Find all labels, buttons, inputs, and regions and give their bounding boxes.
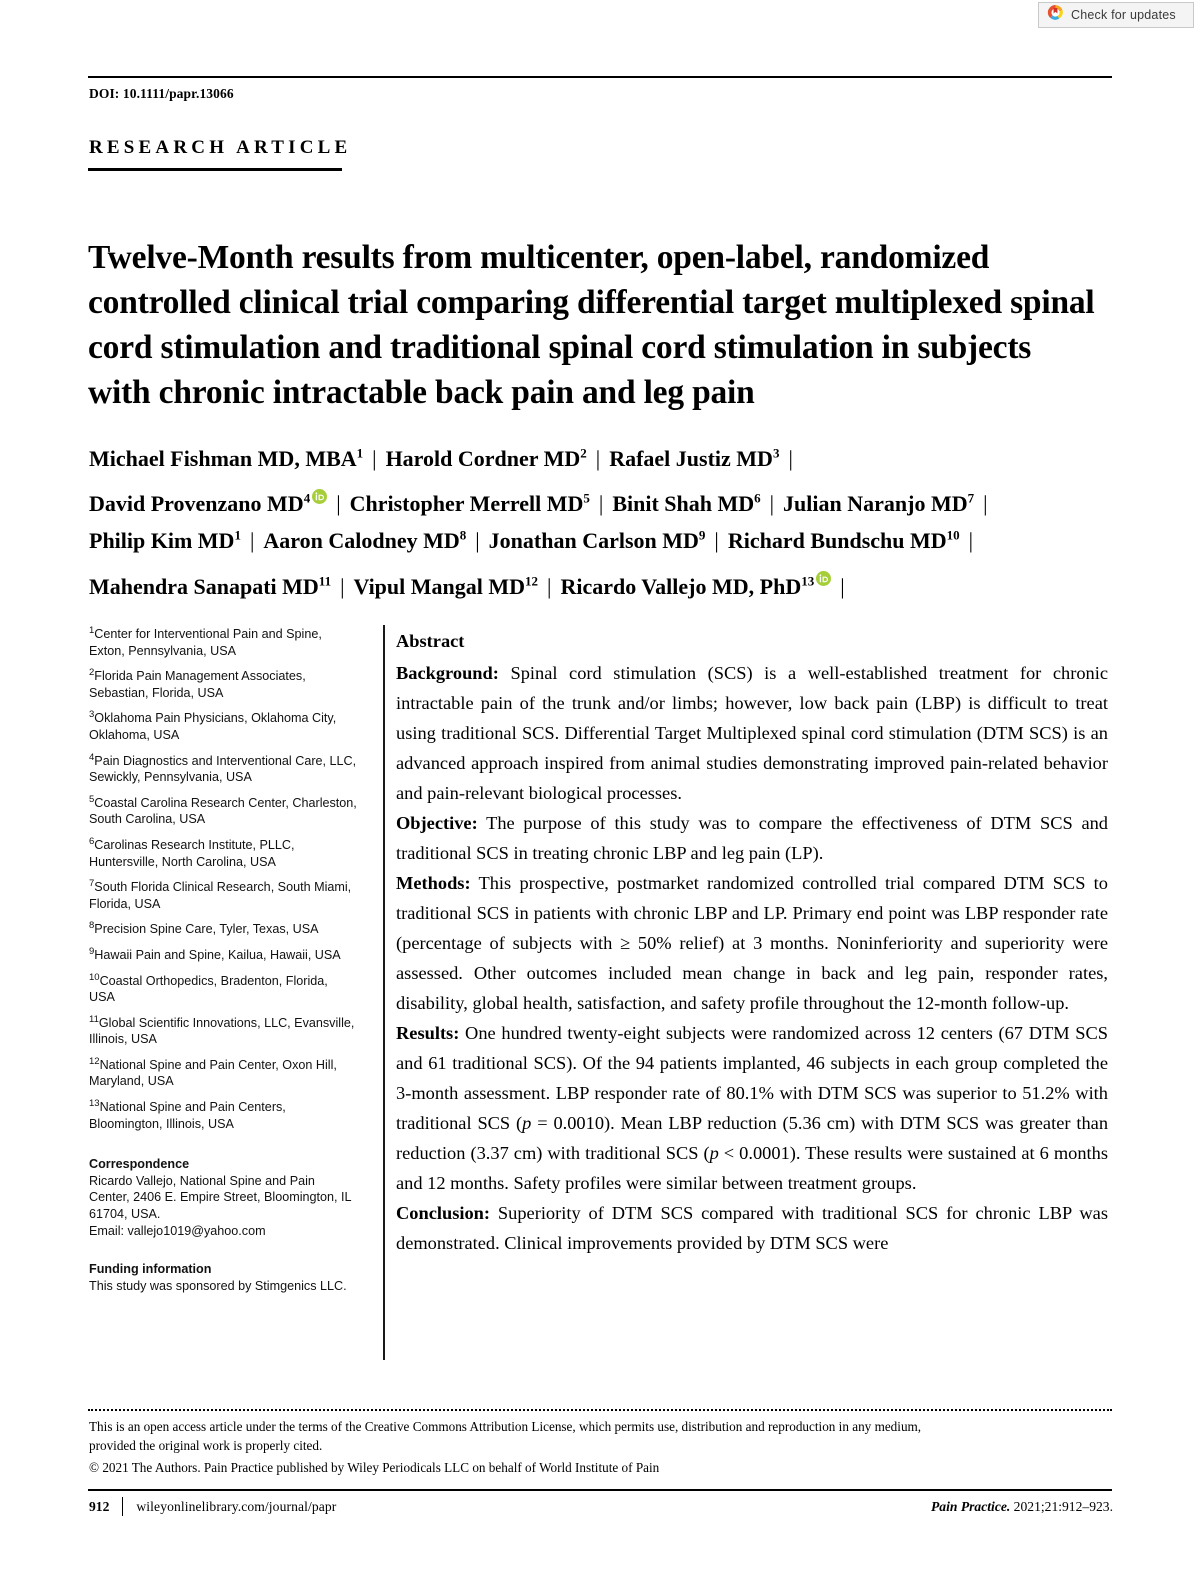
abstract-section-label: Objective: <box>396 813 478 833</box>
abstract-section <box>396 658 1108 808</box>
affiliation-item <box>89 710 357 743</box>
abstract-section <box>396 868 1108 1018</box>
footer-rule <box>88 1489 1112 1491</box>
affiliation-text: Center for Interventional Pain and Spine, Exton, Pennsylvania, USA <box>89 627 322 658</box>
author-affiliation-marker: 2 <box>580 445 587 461</box>
affiliation-marker: 9 <box>89 945 95 957</box>
author-separator: | <box>769 491 775 517</box>
affiliation-text: Precision Spine Care, Tyler, Texas, USA <box>94 922 319 937</box>
author-affiliation-marker: 7 <box>967 491 975 506</box>
affiliation-marker: 11 <box>89 1013 99 1025</box>
author-name[interactable]: Julian Naranjo $MD^7$ <box>783 491 975 517</box>
abstract-section <box>396 1198 1108 1258</box>
author-affiliation-marker: 9 <box>698 528 706 543</box>
author-name[interactable]: Philip Kim $MD^1$ <box>89 528 241 554</box>
funding-block <box>89 1261 357 1294</box>
affiliation-text: Coastal Orthopedics, Bradenton, Florida, USA <box>89 973 328 1005</box>
affiliation-item <box>89 753 357 786</box>
funding-heading: Funding information <box>89 1262 212 1277</box>
affiliation-marker: 6 <box>89 835 95 847</box>
copyright-line: © 2021 The Authors. Pain Practice published by Wiley Periodicals LLC on behalf of World Institute of Pain <box>89 1460 660 1475</box>
author-name[interactable]: Aaron Calodney $MD^8$ <box>263 528 467 554</box>
author-affiliation-marker: 1 <box>356 445 364 461</box>
abstract-section-label: Methods: <box>396 873 471 893</box>
affiliation-text: National Spine and Pain Centers, Bloomington, Illinois, USA <box>89 1100 286 1131</box>
footer-divider <box>122 1497 123 1516</box>
author-name[interactable]: David Provenzano $MD^4$ <box>89 491 327 516</box>
crossmark-icon <box>1047 4 1064 26</box>
affiliation-marker: 8 <box>89 920 95 932</box>
author-name[interactable]: Harold Cordner $MD^2$ <box>385 445 587 471</box>
author-name[interactable]: Michael Fishman MD, MBA$^1$ <box>89 445 364 471</box>
affiliation-item <box>89 837 357 870</box>
affiliation-text: Global Scientific Innovations, LLC, Evansville, Illinois, USA <box>89 1015 355 1047</box>
abstract-section-label: Results: <box>396 1023 460 1043</box>
affiliation-item <box>89 1015 357 1048</box>
license-block <box>89 1418 1113 1478</box>
affiliation-text: National Spine and Pain Center, Oxon Hill, Maryland, USA <box>89 1057 337 1089</box>
license-line-1: This is an open access article under the terms of the Creative Commons Attribution License, which permits use, distribution and reproduction in any medium, <box>89 1419 922 1434</box>
affiliation-text: Florida Pain Management Associates, Sebastian, Florida, USA <box>89 669 306 700</box>
orcid-icon[interactable] <box>312 489 327 504</box>
column-divider <box>383 625 385 1360</box>
author-line <box>89 559 1109 604</box>
affiliation-marker: 13 <box>89 1097 100 1109</box>
author-name[interactable]: Vipul Mangal MD$^{12}$ <box>353 573 539 599</box>
top-rule <box>88 76 1112 78</box>
author-affiliation-marker: 11 <box>318 573 332 589</box>
author-line <box>89 477 1109 522</box>
author-affiliation-marker: 5 <box>583 491 590 506</box>
affiliation-text: Carolinas Research Institute, PLLC, Huntersville, North Carolina, USA <box>89 837 295 869</box>
affiliation-text: Hawaii Pain and Spine, Kailua, Hawaii, USA <box>94 947 341 962</box>
author-line <box>89 522 1109 559</box>
author-separator: | <box>249 528 255 554</box>
author-affiliation-marker: 13 <box>801 573 815 589</box>
journal-name: Pain Practice. <box>931 1498 1011 1514</box>
affiliation-item <box>89 947 357 964</box>
license-separator <box>88 1409 1112 1411</box>
page-footer <box>89 1497 1113 1516</box>
correspondence-email[interactable]: Email: vallejo1019@yahoo.com <box>89 1223 266 1238</box>
affiliation-text: Coastal Carolina Research Center, Charleston, South Carolina, USA <box>89 795 357 827</box>
check-for-updates-badge[interactable] <box>1038 2 1194 28</box>
author-separator: | <box>968 528 974 554</box>
affiliation-item <box>89 973 357 1006</box>
author-line <box>89 440 1109 477</box>
author-affiliation-marker: 6 <box>754 491 761 506</box>
affiliation-marker: 5 <box>89 793 95 805</box>
abstract-section-label: Conclusion: <box>396 1203 491 1223</box>
author-name[interactable]: Christopher Merrell $MD^5$ <box>349 491 590 517</box>
author-separator: | <box>336 491 341 517</box>
author-name[interactable]: Jonathan Carlson $MD^9$ <box>488 528 706 554</box>
author-separator: | <box>595 446 601 471</box>
orcid-icon[interactable] <box>816 571 831 586</box>
orcid-link[interactable] <box>312 478 327 515</box>
author-separator: | <box>983 491 988 517</box>
abstract-sections <box>396 658 1108 1258</box>
affiliation-text: South Florida Clinical Research, South Miami, Florida, USA <box>89 880 352 911</box>
author-list <box>89 440 1109 605</box>
affiliation-item <box>89 795 357 828</box>
article-type-label: RESEARCH ARTICLE <box>89 137 352 158</box>
affiliation-text: Pain Diagnostics and Interventional Care, LLC, Sewickly, Pennsylvania, USA <box>89 753 357 785</box>
author-separator: | <box>788 446 793 471</box>
author-separator: | <box>475 528 480 554</box>
page-number: 912 <box>89 1498 110 1514</box>
check-for-updates-label: Check for updates <box>1071 8 1176 22</box>
correspondence-heading: Correspondence <box>89 1157 190 1172</box>
affiliation-marker: 10 <box>89 971 100 983</box>
author-separator: | <box>840 573 845 599</box>
author-name[interactable]: Rafael Justiz $MD^3$ <box>609 445 780 471</box>
author-affiliation-marker: 10 <box>946 528 960 543</box>
article-type-rule <box>88 168 342 171</box>
correspondence-body: Ricardo Vallejo, National Spine and Pain Center, 2406 E. Empire Street, Bloomington, IL 61704, USA. <box>89 1173 352 1222</box>
correspondence-block <box>89 1156 357 1239</box>
author-separator: | <box>598 491 604 517</box>
affiliation-marker: 2 <box>89 667 95 678</box>
affiliations-list <box>89 626 357 1132</box>
author-name[interactable]: Ricardo Vallejo MD, PhD$^{13}$ <box>560 574 831 599</box>
author-separator: | <box>547 573 552 599</box>
funding-body: This study was sponsored by Stimgenics LLC. <box>89 1278 347 1293</box>
affiliation-item <box>89 1099 357 1132</box>
orcid-link[interactable] <box>816 560 831 597</box>
author-separator: | <box>372 446 377 471</box>
author-affiliation-marker: 3 <box>772 445 780 461</box>
author-name[interactable]: Richard Bundschu MD$^{10}$ <box>727 528 960 554</box>
affiliation-item <box>89 668 357 701</box>
abstract-section-text: Spinal cord stimulation (SCS) is a well-established treatment for chronic intractable pain of the trunk and/or limbs; however, low back pain (LBP) is difficult to treat using traditional SCS. Differential Target Multiplexed spinal cord stimulation (DTM SCS) is an advanced approach inspired from animal studies demonstrating improved pain-related behavior and pain-relevant biological processes. <box>396 663 1108 803</box>
affiliation-item <box>89 626 357 659</box>
page-title: Twelve-Month results from multicenter, open-label, randomized controlled clinical trial comparing differential target multiplexed spinal cord stimulation and traditional spinal cord stimulation in subjects with chronic intractable back pain and leg pain <box>88 239 1095 412</box>
abstract-section-text: This prospective, postmarket randomized controlled trial compared DTM SCS to traditional SCS in patients with chronic LBP and LP. Primary end point was LBP responder rate (percentage of subjects with ≥ 50% relief) at 3 months. Noninferiority and superiority were assessed. Other outcomes included mean change in back and leg pain, responder rates, disability, global health, satisfaction, and safety profile throughout the 12-month follow-up. <box>396 873 1108 1013</box>
author-affiliation-marker: 4 <box>303 491 311 506</box>
abstract-italic: p <box>522 1113 532 1133</box>
affiliation-item <box>89 1057 357 1090</box>
author-separator: | <box>340 573 345 599</box>
abstract-section: Results: One hundred twenty-eight subjects were randomized across 12 centers (67 DTM SCS and 61 traditional SCS). Of the 94 patients implanted, 46 subjects in each group completed the 3-month assessment. LBP responder rate of 80.1% with DTM SCS was superior to 51.2% with traditional SCS (p = 0.0010). Mean LBP reduction (5.36 cm) with DTM SCS was greater than reduction (3.37 cm) with traditional SCS (p < 0.0001). These results were sustained at 6 months and 12 months. Safety profiles were similar between treatment groups. <box>396 1023 1109 1193</box>
author-name[interactable]: Binit Shah $MD^6$ <box>612 491 761 517</box>
affiliation-item <box>89 879 357 912</box>
doi-text: DOI: 10.1111/papr.13066 <box>89 86 234 101</box>
affiliation-marker: 4 <box>89 751 95 763</box>
affiliation-marker: 1 <box>89 624 95 636</box>
author-affiliation-marker: 12 <box>525 573 539 589</box>
affiliation-marker: 7 <box>89 877 95 889</box>
abstract-column <box>396 626 1108 1258</box>
abstract-heading: Abstract <box>396 631 465 651</box>
journal-url[interactable]: wileyonlinelibrary.com/journal/papr <box>136 1498 337 1514</box>
journal-citation <box>931 1499 1113 1515</box>
abstract-italic: p <box>709 1143 719 1163</box>
author-affiliation-marker: 8 <box>459 528 467 543</box>
affiliation-text: Oklahoma Pain Physicians, Oklahoma City, Oklahoma, USA <box>89 711 337 742</box>
abstract-section-text: Superiority of DTM SCS compared with traditional SCS for chronic LBP was demonstrated. Clinical improvements provided by DTM SCS were <box>396 1203 1108 1253</box>
affiliation-marker: 3 <box>89 709 95 721</box>
license-line-2: provided the original work is properly cited. <box>89 1437 323 1453</box>
affiliations-column <box>89 626 357 1294</box>
journal-issue: 2021;21:912–923. <box>1010 1498 1113 1514</box>
abstract-section-text: The purpose of this study was to compare the effectiveness of DTM SCS and traditional SCS in treating chronic LBP and leg pain (LP). <box>396 813 1108 863</box>
affiliation-item <box>89 921 357 938</box>
abstract-section-label: Background: <box>396 663 499 683</box>
abstract-section <box>396 808 1108 868</box>
affiliation-marker: 12 <box>89 1055 100 1067</box>
author-affiliation-marker: 1 <box>234 528 241 543</box>
author-separator: | <box>714 528 719 554</box>
author-name[interactable]: Mahendra Sanapati MD$^{11}$ <box>89 573 332 599</box>
